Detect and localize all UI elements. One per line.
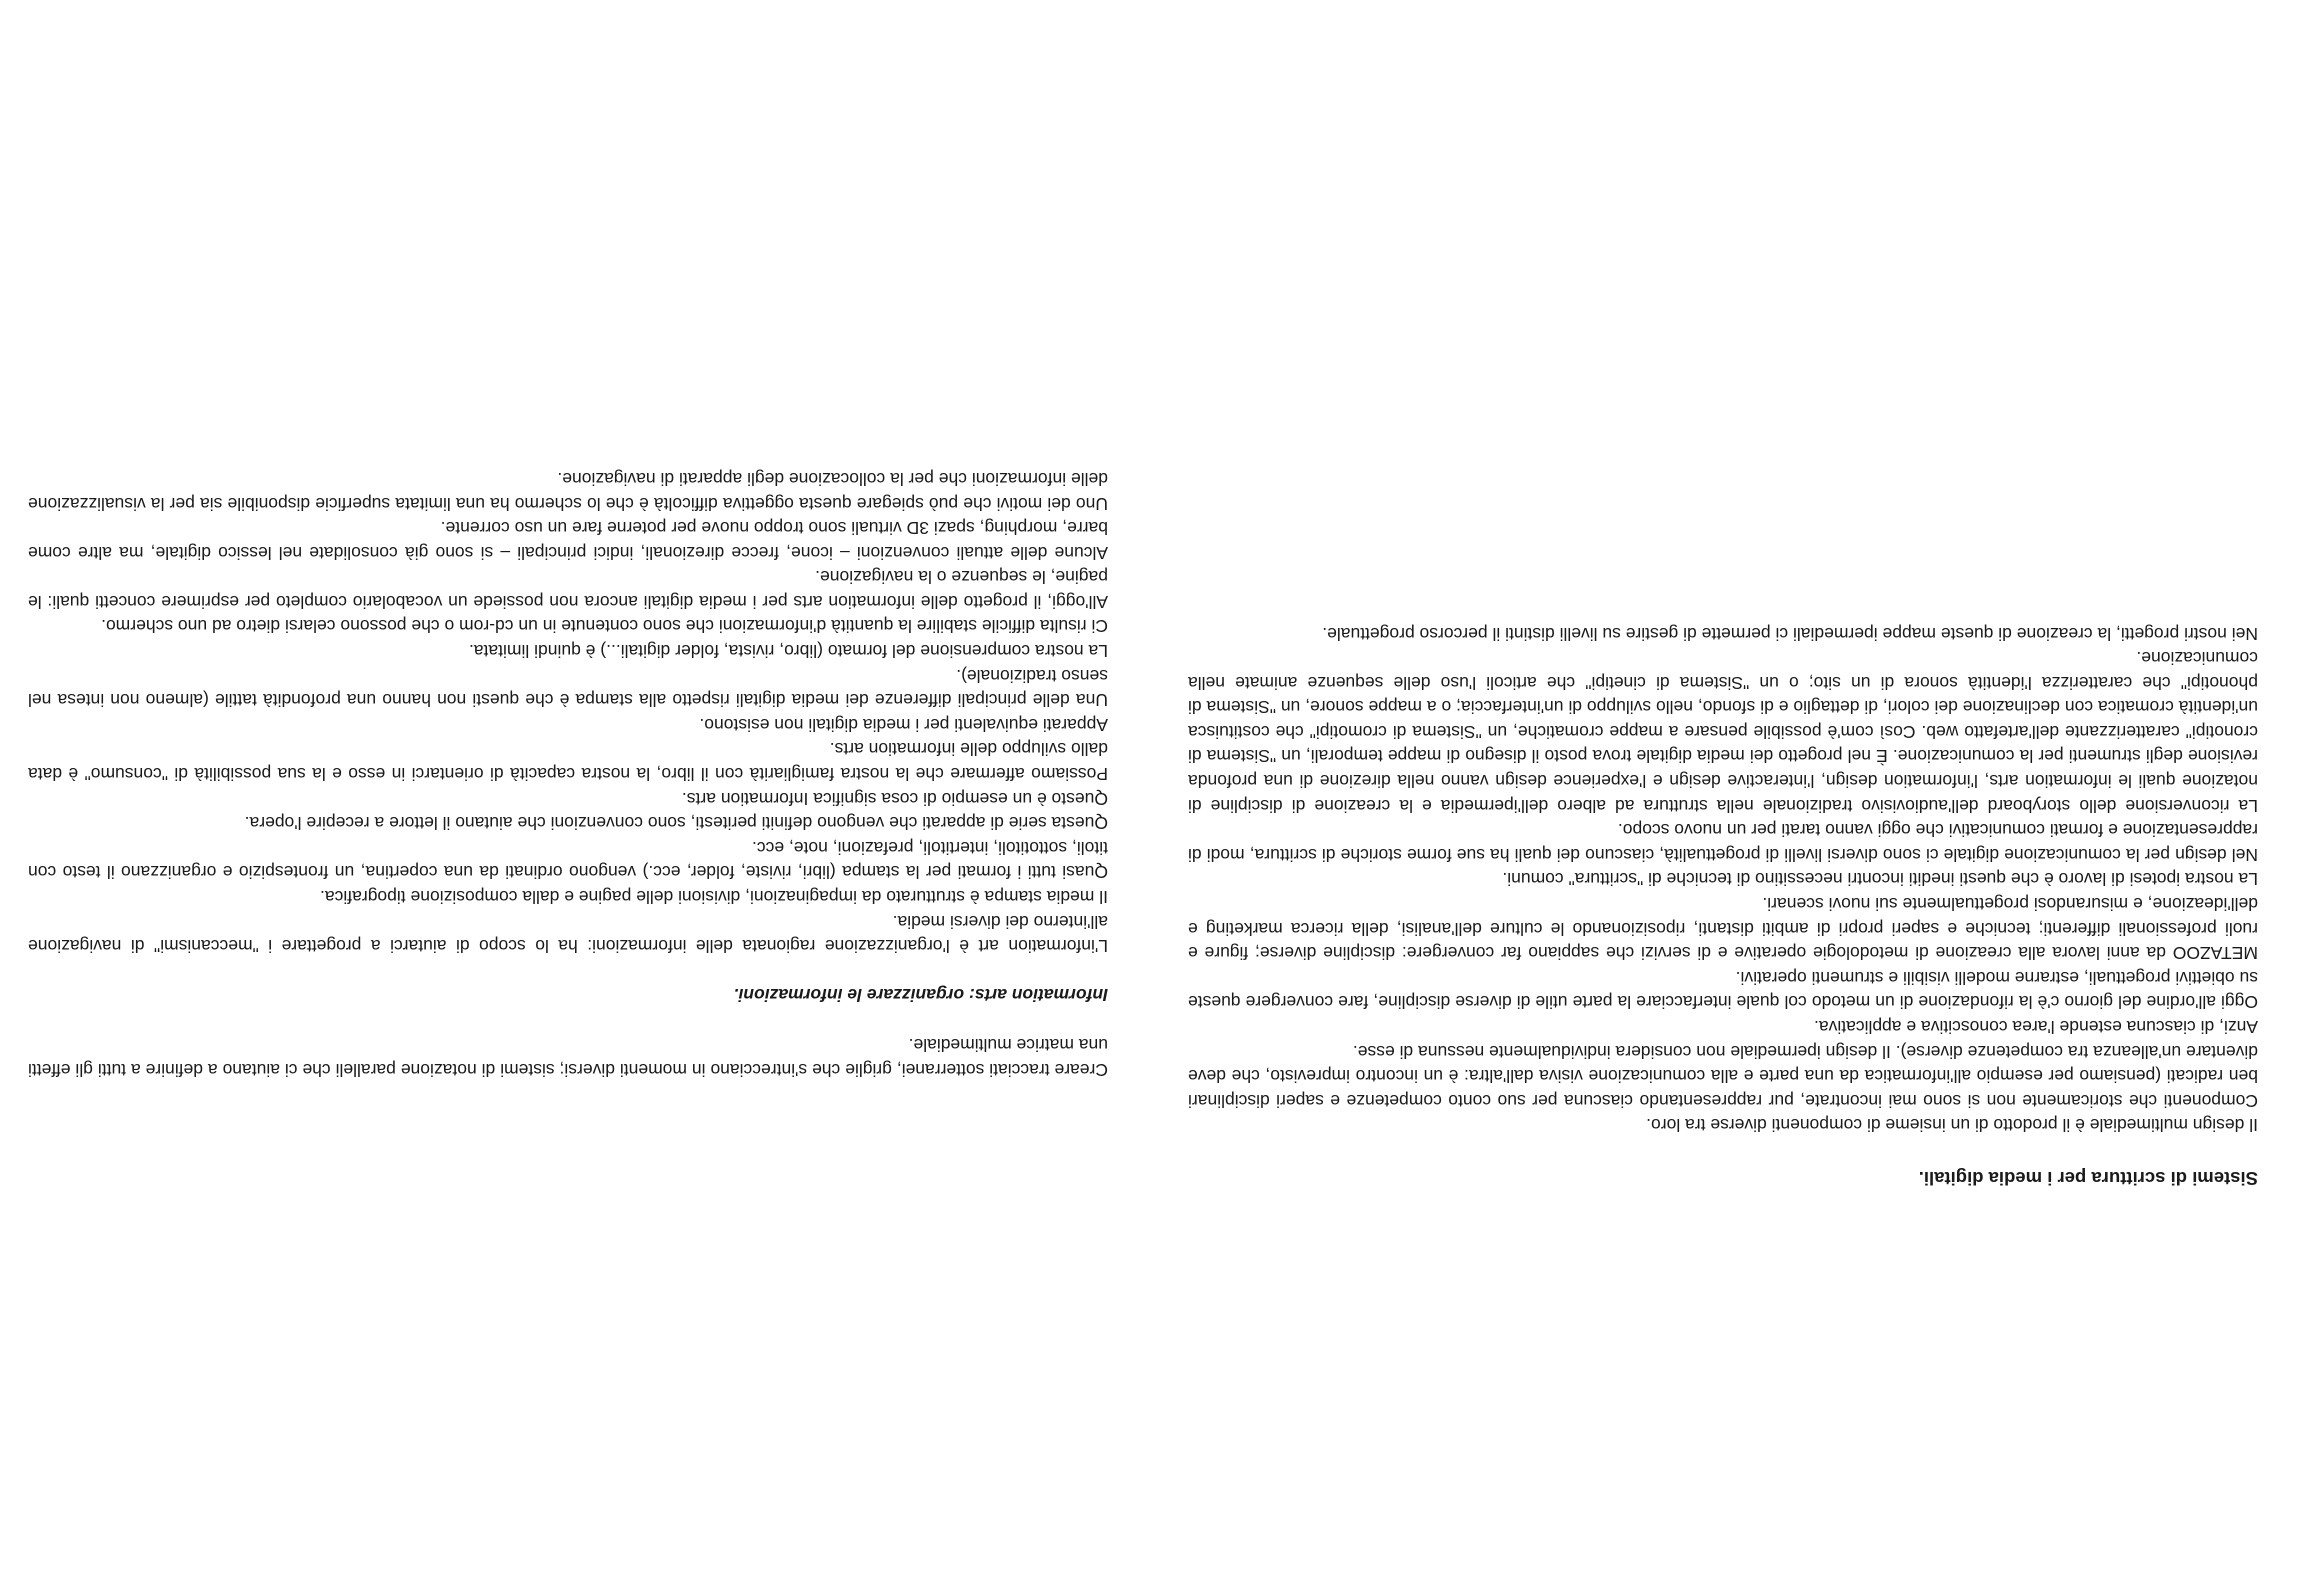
paragraph: Questa serie di apparati che vengono definiti peritesti, sono convenzioni che aiutano il lettore a recepire l'opera. xyxy=(244,813,1108,834)
paragraph: Il design multimediale è il prodotto di un insieme di componenti diverse tra loro. xyxy=(1646,1115,2258,1136)
intro-paragraph: Creare tracciati sotterranei, griglie che s'intrecciano in momenti diversi; sistemi di notazione paralleli che ci aiutano a definire a tutti gli effetti una matrice multimediale. xyxy=(28,1035,1108,1080)
paragraph: All'oggi, il progetto delle information arts per i media digitali ancora non possiede un vocabolario completo per esprimere concetti quali: le pagine, le sequenze o la navigazione. xyxy=(28,567,1108,612)
paragraph: Nel design per la comunicazione digitale ci sono diversi livelli di progettualità, ciascuno dei quali ha sue forme storiche di scrittura, modi di rappresentazione e formati comunicativi che oggi vanno tarati per un nuovo scopo. xyxy=(1188,820,2258,865)
right-column xyxy=(28,466,1108,1082)
paragraph: METAZOO da anni lavora alla creazione di metodologie operative e di servizi che sappiano far convergere: discipline diverse; figure e ruoli professionali differenti; tecniche e saperi propri di ambiti distanti, riposizionando le culture dell'analisi, della ricerca marketing e dell'ideazione, e misurandosi progettualmente sui nuovi scenari. xyxy=(1188,894,2258,964)
paragraph: Ci risulta difficile stabilire la quantità d'informazioni che sono contenute in un cd-rom o che possono celarsi dietro ad uno schermo. xyxy=(101,616,1108,637)
paragraph: La riconversione dello storyboard dell'audiovisivo tradizionale nella struttura ad albero dell'ipermedia e la creazione di discipline di notazione quali le information arts, l'information design, l'interactive design e l'experience design vanno nella direzione di una profonda revisione degli strumenti per la comunicazione. È nel progetto dei media digitale trova posto il disegno di mappe temporali, un "Sistema di cronotipi" caratterizzante dell'artefatto web. Così com'è possibile pensare a mappe cromatiche, un "Sistema di cromotipi" che costituisca un'identità cromatica con declinazione dei colori, di dettaglio e di sfondo, nello sviluppo di un'interfaccia; o a mappe sonore, un "Sistema di phonotipi" che caratterizza l'identità sonora di un sito; o un "Sistema di cinetipi" che articoli l'uso delle sequenze animate nella comunicazione. xyxy=(1188,648,2258,816)
paragraph: Oggi all'ordine del giorno c'è la rifondazione di un metodo col quale interfacciare la parte utile di diverse discipline, fare convergere queste su obiettivi progettuali, estrarne modelli visibili e strumenti operativi. xyxy=(1188,967,2258,1013)
paragraph: La nostra comprensione del formato (libro, rivista, folder digitali...) è quindi limitata. xyxy=(468,641,1108,662)
paragraph: Una delle principali differenze dei media digitali rispetto alla stampa è che questi non hanno una profondità tattile (almeno non intesa nel senso tradizionale). xyxy=(28,665,1108,711)
paragraph: Il media stampa è strutturato da impaginazioni, divisioni delle pagine e dalla composizione tipografica. xyxy=(320,887,1108,908)
paragraph: Questo è un esempio di cosa significa Information arts. xyxy=(681,788,1108,809)
left-column xyxy=(1188,621,2258,1190)
section-heading: Sistemi di scrittura per i media digitali. xyxy=(1918,1168,2258,1189)
paragraph: Nei nostri progetti, la creazione di queste mappe ipermediali ci permette di gestire su livelli distinti il percorso progettuale. xyxy=(1322,623,2258,644)
paragraph: Possiamo affermare che la nostra famigliarità con il libro, la nostra capacità di orientarci in esso e la sua possibilità di "consumo" è data dallo sviluppo delle information arts. xyxy=(28,739,1108,785)
paragraph: Anzi, di ciascuna estende l'area conoscitiva e applicativa. xyxy=(1813,1017,2258,1038)
paragraph: Uno dei motivi che può spiegare questa oggettiva difficoltà è che lo schermo ha una limitata superficie disponibile sia per la visualizzazione delle informazioni che per la collocazione degli apparati di navigazione. xyxy=(28,468,1108,514)
subheading: Information arts: organizzare le informazioni. xyxy=(733,984,1108,1005)
paragraph: Alcune delle attuali convenzioni – icone, frecce direzionali, indici principali – si sono già consolidate nel lessico digitale, ma altre come barre, morphing, spazi 3D virtuali sono troppo nuove per poterne fare un uso corrente. xyxy=(28,518,1108,563)
paragraph: L'information art è l'organizzazione ragionata delle informazioni: ha lo scopo di aiutarci a progettare i "meccanismi" di navigazione all'interno dei diversi media. xyxy=(28,911,1108,957)
paragraph: La nostra ipotesi di lavoro è che questi inediti incontri necessitino di tecniche di "scrittura" comuni. xyxy=(1502,869,2258,890)
paragraph: Componenti che storicamente non si sono mai incontrate, pur rappresentando ciascuna per suo conto competenze e saperi disciplinari ben radicati (pensiamo per esempio all'informatica da una parte e alla comunicazione visiva dall'altra: è un incontro imprevisto, che deve diventare un'alleanza tra competenze diverse). Il design ipermediale non considera individualmente nessuna di esse. xyxy=(1188,1041,2258,1111)
paragraph: Quasi tutti i formati per la stampa (libri, riviste, folder, ecc.) vengono ordinati da una copertina, un frontespizio e organizzano il testo con titoli, sottotitoli, intertitoli, prefazioni, note, ecc. xyxy=(28,837,1108,883)
paragraph: Apparati equivalenti per i media digitali non esistono. xyxy=(699,714,1108,735)
